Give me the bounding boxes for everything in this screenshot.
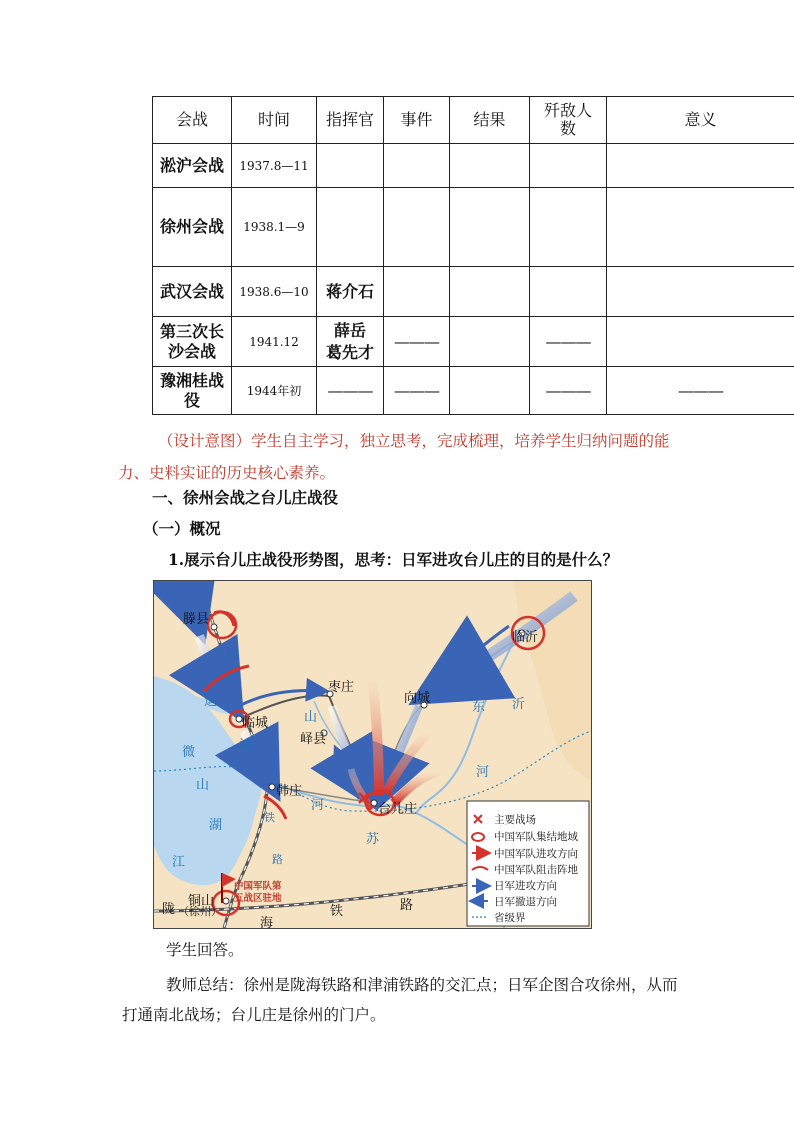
table-row (153, 188, 794, 267)
row-time: 1944年初 (232, 367, 317, 415)
row-meaning (607, 367, 794, 415)
place-tongshan: 铜山 (188, 894, 215, 909)
row-time: 1937.8—11 (232, 144, 317, 188)
row-meaning (607, 188, 794, 267)
row-kills (530, 317, 607, 367)
place-linyi: 临沂 (512, 630, 539, 645)
place-taierzhuang: 台儿庄 (378, 802, 418, 817)
row-kills (530, 188, 607, 267)
legend-label: 中国军队进攻方向 (494, 848, 578, 860)
label-dong: 东 (472, 700, 486, 715)
label-he: 河 (311, 798, 325, 813)
legend-label: 中国军队集结地域 (494, 831, 578, 843)
label-jin: 津 (226, 648, 240, 663)
place-tengxian: 滕县 (183, 612, 210, 627)
place-long: 陇 (162, 902, 176, 917)
legend-label: 中国军队阻击阵地 (494, 864, 578, 876)
label-su: 苏 (366, 832, 380, 847)
dash-placeholder: ——— (678, 381, 723, 400)
table-row (153, 144, 794, 188)
row-commander (317, 144, 384, 188)
row-result (450, 267, 530, 317)
row-kills (530, 267, 607, 317)
row-result (450, 188, 530, 267)
row-event (384, 317, 450, 367)
header-commander: 指挥官 (317, 97, 384, 144)
row-battle-name: 徐州会战 (153, 188, 232, 267)
row-kills (530, 144, 607, 188)
label-shan: 山 (304, 710, 318, 725)
row-kills (530, 367, 607, 415)
place-xiangcheng: 向城 (404, 691, 431, 706)
subsection-title: （一）概况 (143, 519, 221, 538)
dash-placeholder: ——— (545, 332, 591, 351)
row-time: 1941.12 (232, 317, 317, 367)
label-yi: 沂 (512, 697, 526, 712)
row-meaning (607, 267, 794, 317)
label-shan2: 山 (196, 778, 210, 793)
header-battle: 会战 (153, 97, 232, 144)
legend-label: 日军撤退方向 (494, 896, 557, 908)
table-header-row (153, 97, 794, 144)
header-time: 时间 (232, 97, 317, 144)
row-event (384, 267, 450, 317)
section-title: 一、徐州会战之台儿庄战役 (152, 488, 339, 507)
map-legend (467, 801, 589, 926)
row-meaning (607, 144, 794, 188)
place-xuzhou: （徐州） (178, 905, 222, 918)
teacher-summary: 教师总结：徐州是陇海铁路和津浦铁路的交汇点；日军企图合攻徐州，从而打通南北战场；台儿庄是徐州的门户。 (122, 976, 678, 1024)
row-battle-name: 豫湘桂战役 (153, 367, 232, 415)
place-zaozhuang: 枣庄 (328, 680, 355, 695)
rail-label-tie: 铁 (330, 904, 344, 919)
row-result (450, 317, 530, 367)
row-battle-name: 淞沪会战 (153, 144, 232, 188)
label-hu: 湖 (209, 818, 223, 833)
place-hanzhuang: 韩庄 (276, 784, 303, 799)
student-answer: 学生回答。 (166, 941, 244, 959)
label-pu: 浦 (239, 738, 253, 753)
row-meaning (607, 317, 794, 367)
label-tie: 铁 (264, 811, 275, 824)
design-intent-paragraph: （设计意图）学生自主学习，独立思考，完成梳理，培养学生归纳问题的能力、史料实证的历史核心素养。 (118, 432, 670, 482)
header-event: 事件 (384, 97, 450, 144)
rail-label-hai: 海 (260, 916, 274, 928)
label-jiang: 江 (172, 855, 186, 870)
row-battle-name: 第三次长沙会战 (153, 317, 232, 367)
place-lincheng: 临城 (242, 716, 269, 731)
row-commander (317, 367, 384, 415)
table-row (153, 267, 794, 317)
row-time: 1938.1—9 (232, 188, 317, 267)
rail-label-lu: 路 (400, 898, 414, 913)
row-event (384, 367, 450, 415)
label-he2: 河 (476, 765, 490, 780)
table-row (153, 367, 794, 415)
row-event (384, 144, 450, 188)
row-commander (317, 188, 384, 267)
map-svg (154, 581, 591, 928)
row-commander: 薛岳 葛先才 (317, 317, 384, 367)
row-battle-name: 武汉会战 (153, 267, 232, 317)
legend-label: 日军进攻方向 (494, 880, 557, 892)
header-meaning: 意义 (607, 97, 794, 144)
table-row (153, 317, 794, 367)
battles-table (152, 96, 794, 415)
hq-label-line1: 中国军队第 (234, 881, 282, 892)
hq-label-line2: 五战区驻地 (234, 893, 282, 904)
dash-placeholder: ——— (545, 381, 591, 400)
header-result: 结果 (450, 97, 530, 144)
row-event (384, 188, 450, 267)
header-kills: 歼敌人数 (530, 97, 607, 144)
legend-label: 省级界 (494, 912, 526, 924)
question-text: 1.展示台儿庄战役形势图，思考：日军进攻台儿庄的目的是什么？ (168, 550, 619, 569)
place-yixian: 峄县 (300, 732, 327, 747)
row-commander: 蒋介石 (317, 267, 384, 317)
row-result (450, 367, 530, 415)
taierzhuang-battle-map (153, 580, 592, 929)
legend-label: 主要战场 (494, 814, 536, 826)
label-lu: 路 (272, 853, 283, 866)
row-time: 1938.6—10 (232, 267, 317, 317)
label-wei: 微 (182, 745, 196, 760)
dash-placeholder: ——— (394, 332, 439, 351)
label-yun: 运 (204, 694, 218, 709)
dash-placeholder: ——— (327, 381, 373, 400)
row-result (450, 144, 530, 188)
dash-placeholder: ——— (394, 381, 439, 400)
